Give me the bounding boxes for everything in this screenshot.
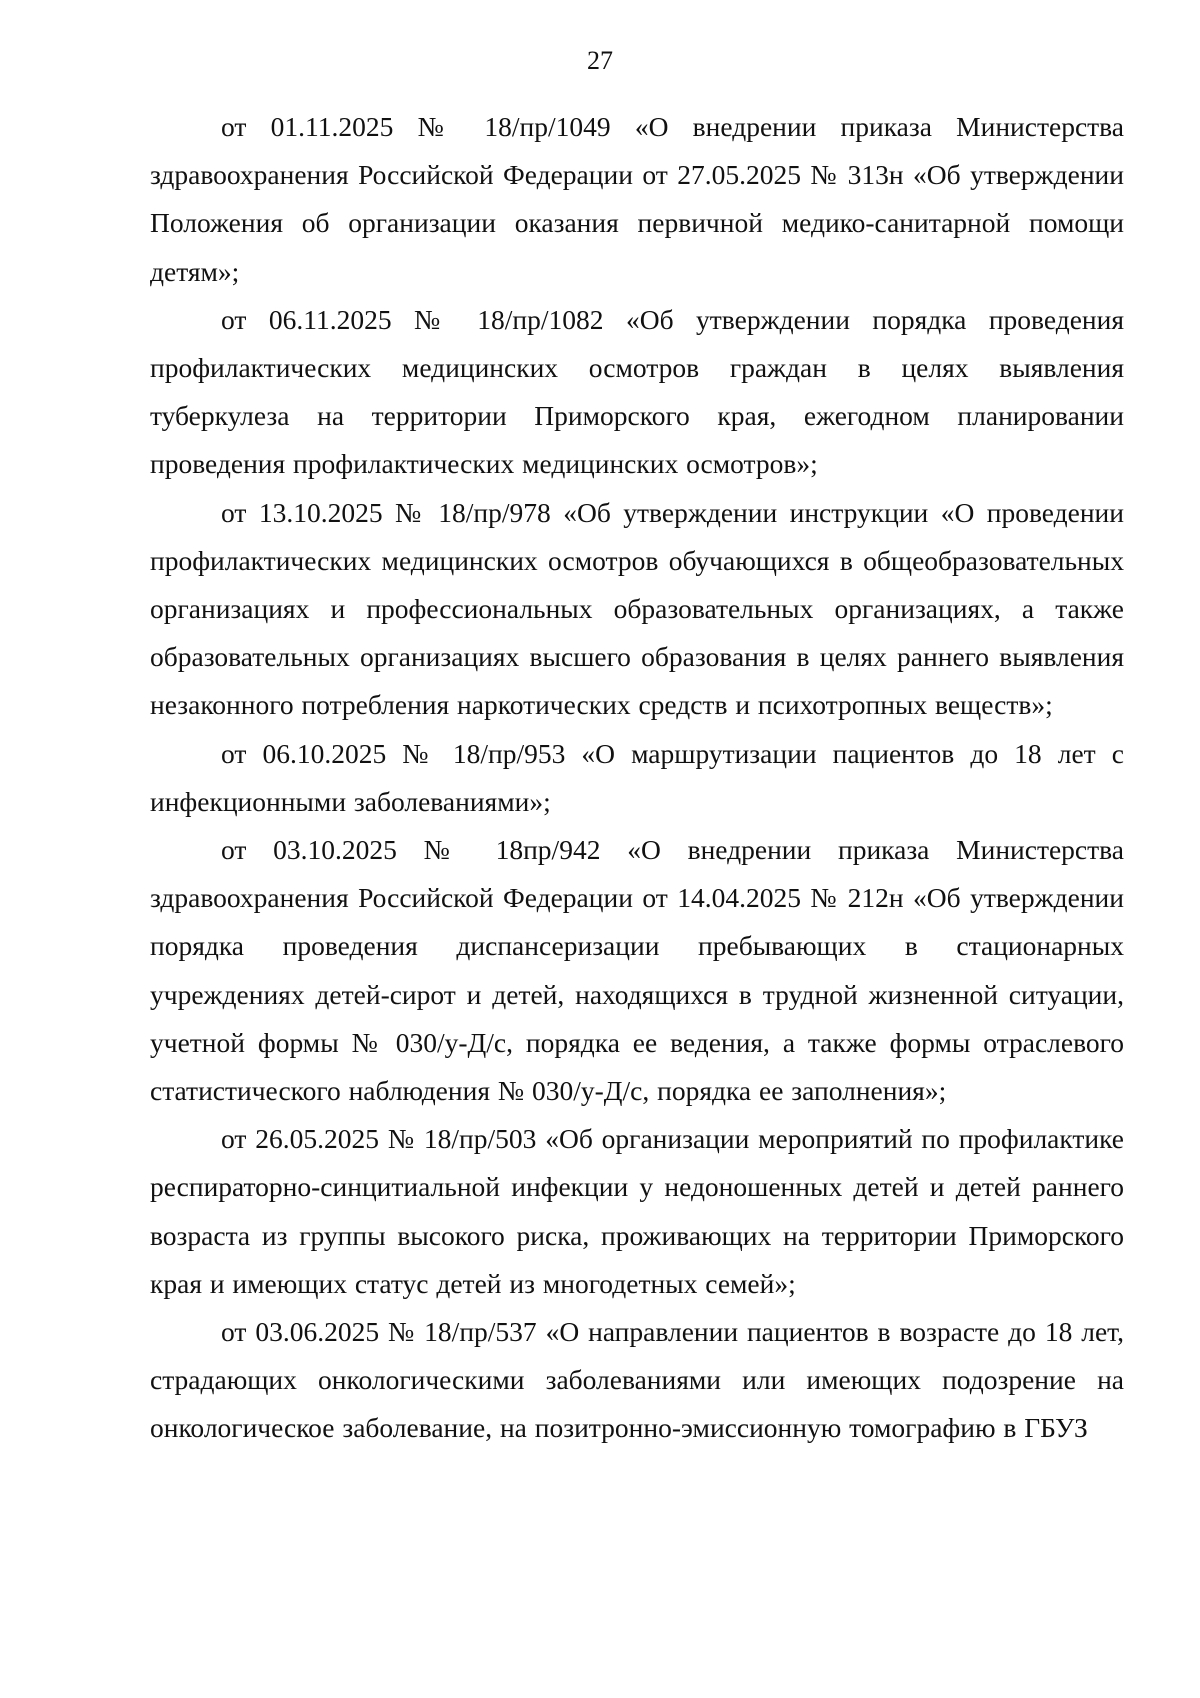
paragraph-order-942: от 03.10.2025 № 18пр/942 «О внедрении приказа Министерства здравоохранения Российской Федерации от 14.04.2025 № 212н «Об утверждении порядка проведения диспансеризации пребывающих в стационарных учреждениях детей-сирот и детей, находящихся в трудной жизненной ситуации, учетной формы № 030/у-Д/с, порядка ее ведения, а также формы отраслевого статистического наблюдения № 030/у-Д/с, порядка ее заполнения»;	[150, 834, 1124, 1107]
paragraph-order-537: от 03.06.2025 № 18/пр/537 «О направлении пациентов в возрасте до 18 лет, страдающих онкологическими заболеваниями или имеющих подозрение на онкологическое заболевание, на позитронно-эмиссионную томографию в ГБУЗ	[150, 1316, 1124, 1444]
paragraph-order-953: от 06.10.2025 № 18/пр/953 «О маршрутизации пациентов до 18 лет с инфекционными заболеваниями»;	[150, 737, 1124, 817]
paragraph-order-1082: от 06.11.2025 № 18/пр/1082 «Об утверждении порядка проведения профилактических медицинских осмотров граждан в целях выявления туберкулеза на территории Приморского края, ежегодном планировании проведения профилактических медицинских осмотров»;	[150, 303, 1124, 480]
document-body	[150, 103, 1124, 1453]
paragraph-order-503: от 26.05.2025 № 18/пр/503 «Об организации мероприятий по профилактике респираторно-синцитиальной инфекции у недоношенных детей и детей раннего возраста из группы высокого риска, проживающих на территории Приморского края и имеющих статус детей из многодетных семей»;	[150, 1123, 1124, 1299]
paragraph-order-978: от 13.10.2025 № 18/пр/978 «Об утверждении инструкции «О проведении профилактических медицинских осмотров обучающихся в общеобразовательных организациях и профессиональных образовательных организациях, а также образовательных организациях высшего образования в целях раннего выявления незаконного потребления наркотических средств и психотропных веществ»;	[150, 496, 1124, 721]
page-number: 27	[587, 46, 613, 75]
paragraph-order-1049: от 01.11.2025 № 18/пр/1049 «О внедрении приказа Министерства здравоохранения Российской Федерации от 27.05.2025 № 313н «Об утверждении Положения об организации оказания первичной медико-санитарной помощи детям»;	[150, 111, 1124, 287]
